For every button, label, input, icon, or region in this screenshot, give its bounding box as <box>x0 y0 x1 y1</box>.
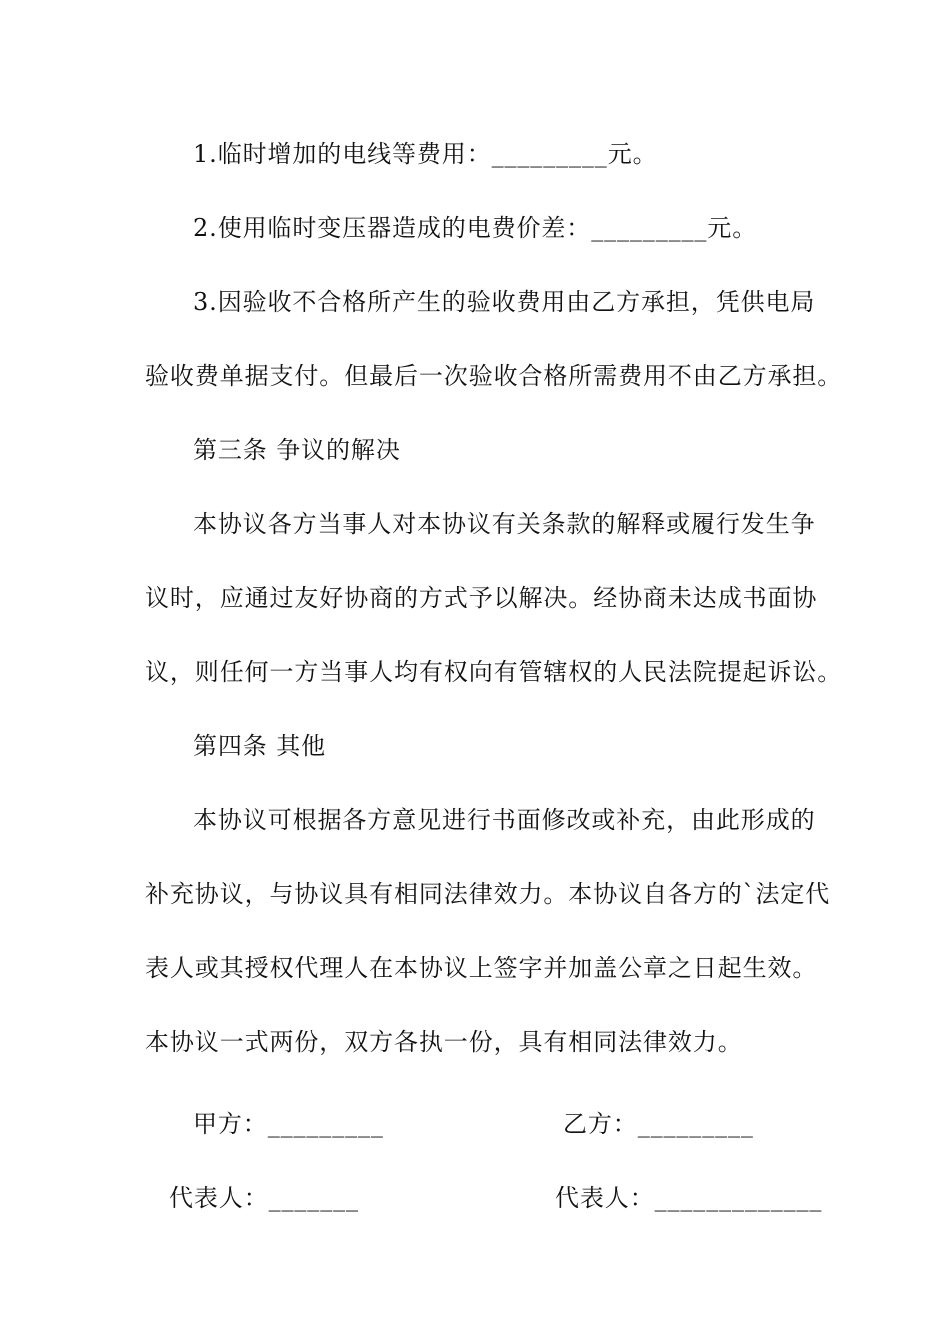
party-a-representative-line: 代表人：_______ <box>169 1184 359 1212</box>
article-4-paragraph-line-1: 本协议可根据各方意见进行书面修改或补充，由此形成的 <box>193 806 816 834</box>
article-4-heading: 第四条 其他 <box>193 732 327 760</box>
article-3-paragraph-line-1: 本协议各方当事人对本协议有关条款的解释或履行发生争 <box>193 510 816 538</box>
article-3-heading: 第三条 争议的解决 <box>193 436 401 464</box>
party-b-representative-line: 代表人：_____________ <box>555 1184 823 1212</box>
fee-item-inspection-line-1: 3.因验收不合格所产生的验收费用由乙方承担，凭供电局 <box>193 288 816 316</box>
party-b-signature-line: 乙方：_________ <box>563 1110 754 1138</box>
party-a-signature-line: 甲方：_________ <box>193 1110 384 1138</box>
article-4-paragraph-line-4: 本协议一式两份，双方各执一份，具有相同法律效力。 <box>145 1028 743 1056</box>
article-3-paragraph-line-2: 议时，应通过友好协商的方式予以解决。经协商未达成书面协 <box>145 584 818 612</box>
fee-item-inspection-line-2: 验收费单据支付。但最后一次验收合格所需费用不由乙方承担。 <box>145 362 843 390</box>
fee-item-transformer: 2.使用临时变压器造成的电费价差：_________元。 <box>193 214 758 242</box>
article-3-paragraph-line-3: 议，则任何一方当事人均有权向有管辖权的人民法院提起诉讼。 <box>145 658 843 686</box>
article-4-paragraph-line-3: 表人或其授权代理人在本协议上签字并加盖公章之日起生效。 <box>145 954 818 982</box>
article-4-paragraph-line-2: 补充协议，与协议具有相同法律效力。本协议自各方的`法定代 <box>145 880 831 908</box>
fee-item-wires: 1.临时增加的电线等费用：_________元。 <box>193 140 658 168</box>
